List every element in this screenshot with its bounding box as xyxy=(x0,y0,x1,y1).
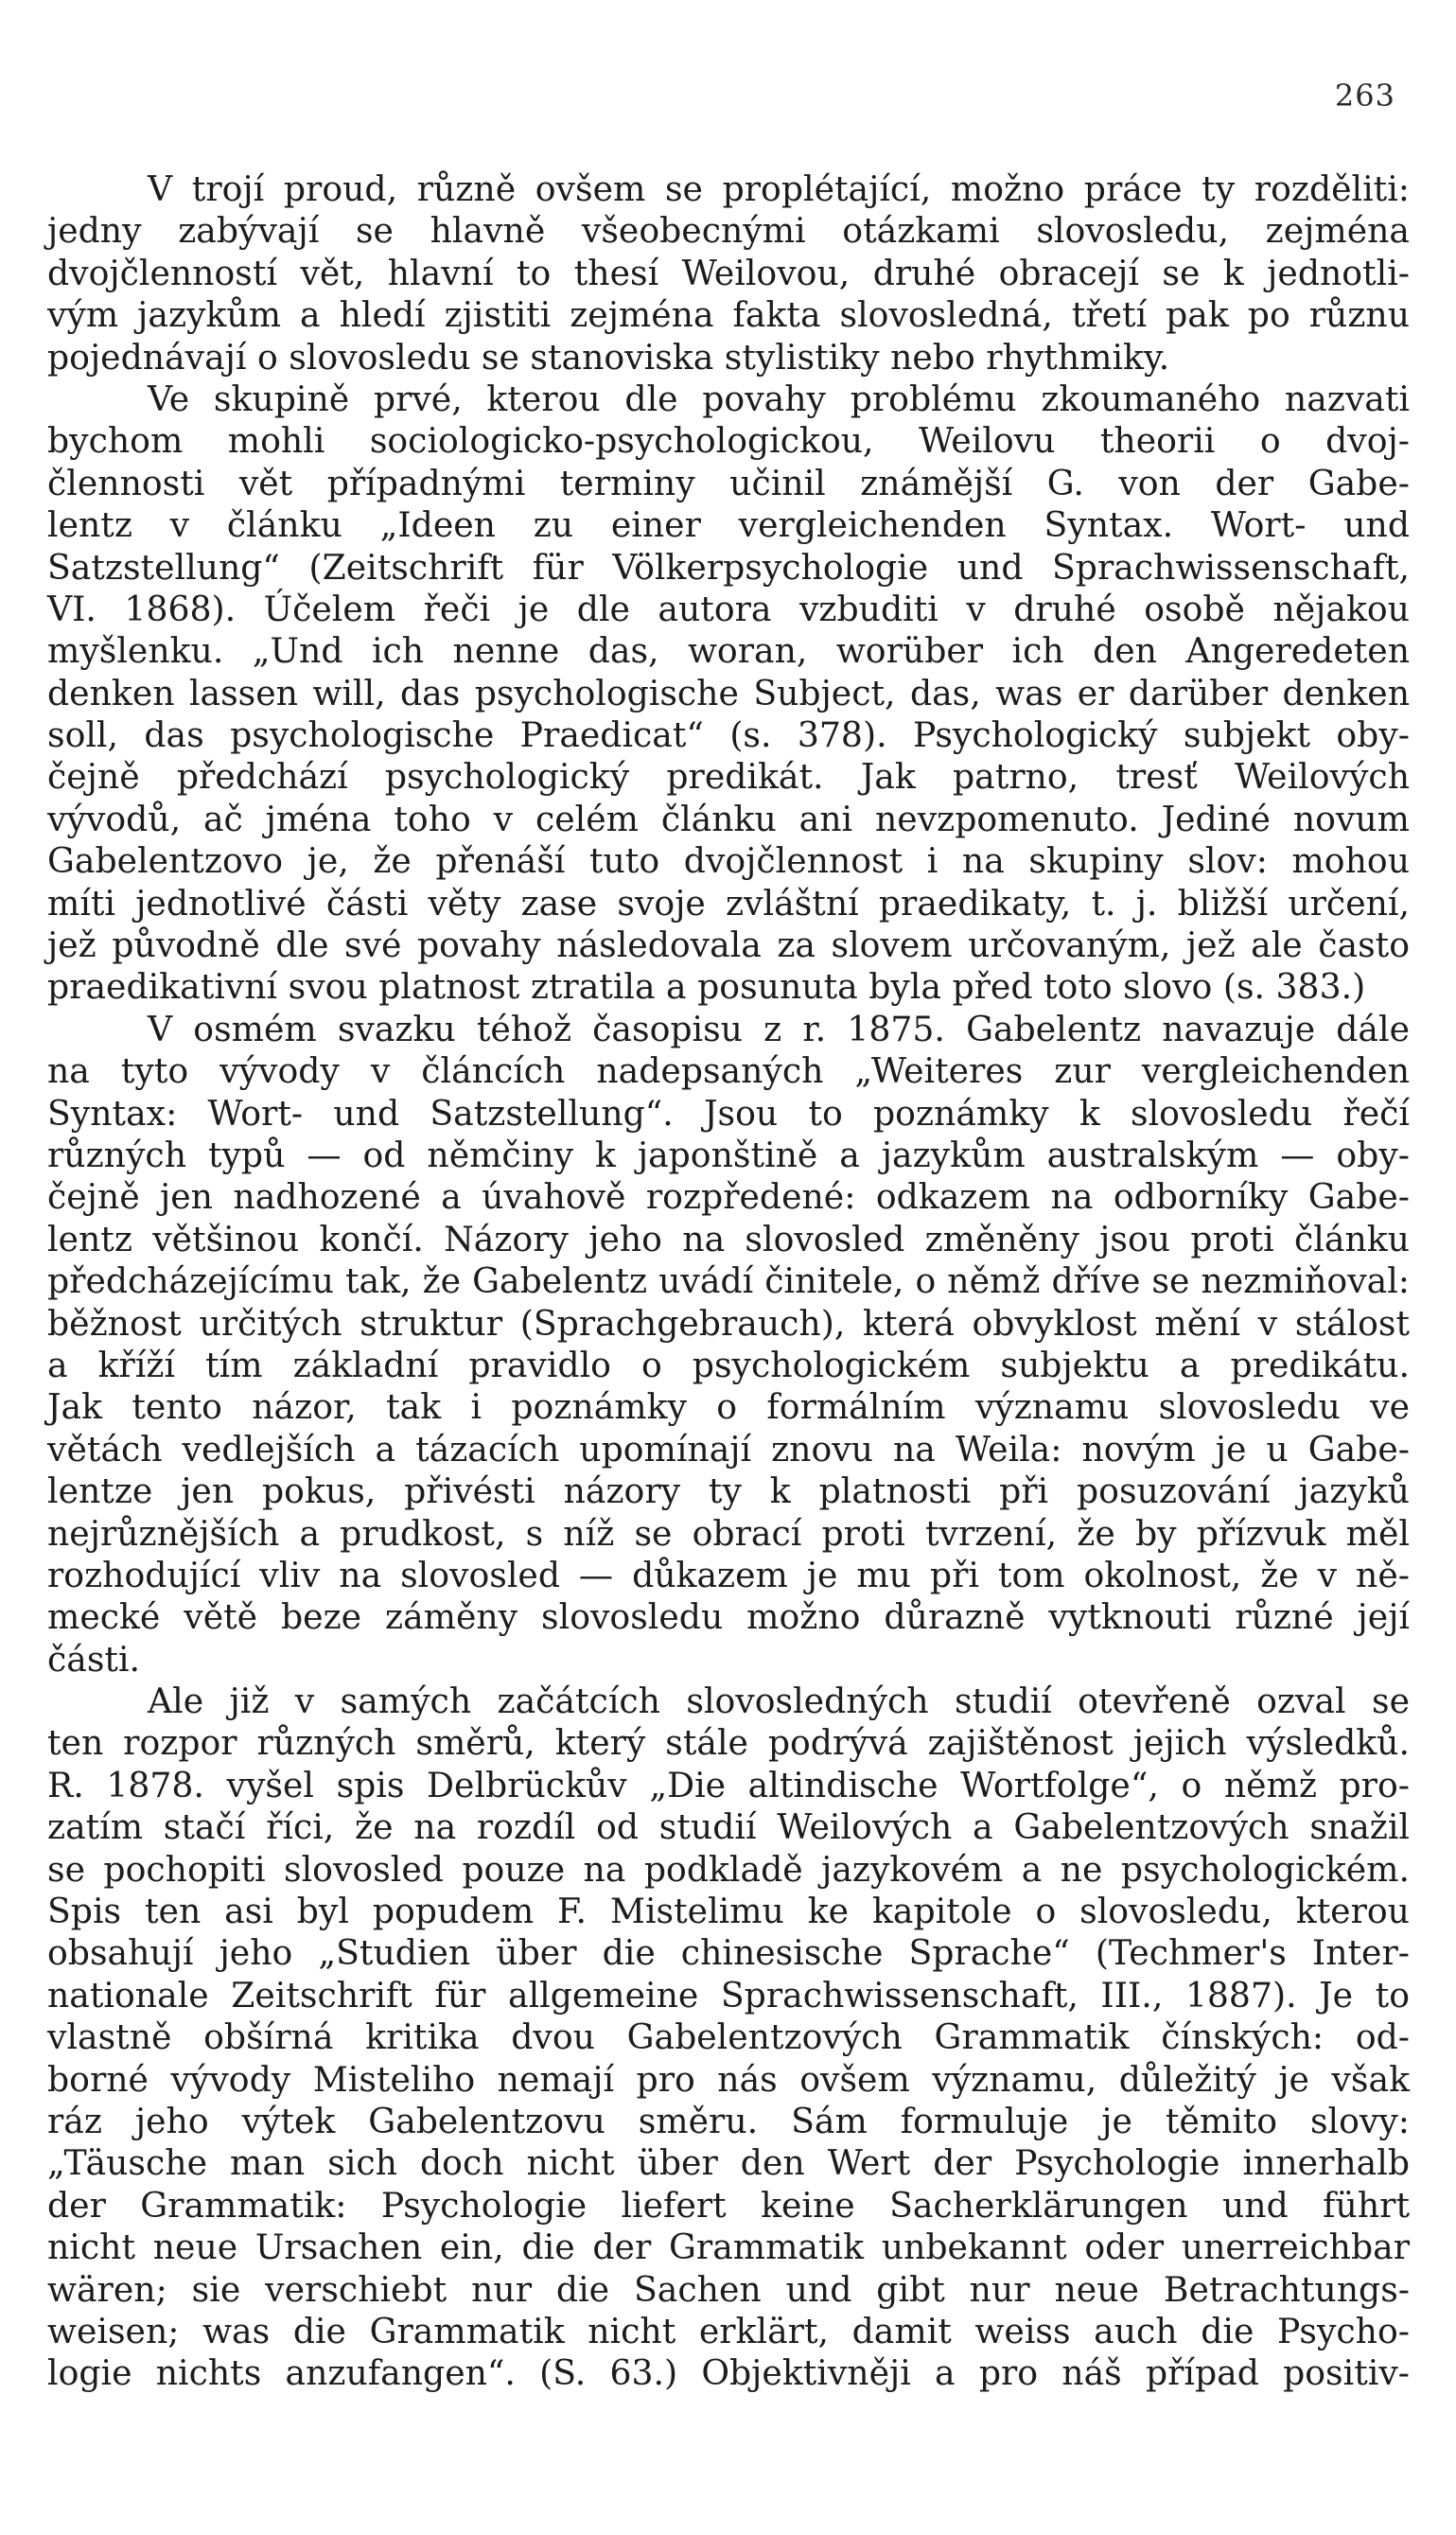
paragraph xyxy=(47,168,1410,378)
text-line: denken lassen will, das psychologische Subject, das, was er darüber denken xyxy=(47,672,1410,713)
text-line: bychom mohli sociologicko-psychologickou, Weilovu theorii o dvoj- xyxy=(47,420,1410,462)
paragraph xyxy=(47,378,1410,1009)
body-text xyxy=(47,168,1410,2395)
text-line: mecké větě beze záměny slovosledu možno důrazně vytknouti různé její xyxy=(47,1596,1410,1638)
text-line: Spis ten asi byl popudem F. Mistelimu ke kapitole o slovosledu, kterou xyxy=(47,1891,1410,1932)
text-line: ten rozpor různých směrů, který stále podrývá zajištěnost jejich výsledků. xyxy=(47,1722,1410,1764)
text-line: Ale již v samých začátcích slovosledných studií otevřeně ozval se xyxy=(148,1681,1410,1722)
text-line: pojednávají o slovosledu se stanoviska stylistiky nebo rhythmiky. xyxy=(47,336,1170,378)
text-line: běžnost určitých struktur (Sprachgebrauch), která obvyklost mění v stálost xyxy=(47,1302,1410,1344)
text-line: nationale Zeitschrift für allgemeine Sprachwissenschaft, III., 1887). Je to xyxy=(47,1974,1410,2016)
text-line: vým jazykům a hledí zjistiti zejména fakta slovosledná, třetí pak po různu xyxy=(47,294,1410,336)
text-line: obsahují jeho „Studien über die chinesische Sprache“ (Techmer's Inter- xyxy=(47,1932,1410,1974)
text-line: zatím stačí říci, že na rozdíl od studií Weilových a Gabelentzových snažil xyxy=(47,1806,1410,1848)
text-line: míti jednotlivé části věty zase svoje zvláštní praedikaty, t. j. bližší určení, xyxy=(47,882,1410,924)
text-line: na tyto vývody v článcích nadepsaných „Weiteres zur vergleichenden xyxy=(47,1050,1410,1092)
paragraph xyxy=(47,1009,1410,1681)
text-line: soll, das psychologische Praedicat“ (s. 378). Psychologický subjekt oby- xyxy=(47,714,1410,756)
text-line: VI. 1868). Účelem řeči je dle autora vzbuditi v druhé osobě nějakou xyxy=(47,588,1410,629)
text-line: nejrůznějších a prudkost, s níž se obrací proti tvrzení, že by přízvuk měl xyxy=(47,1512,1410,1554)
text-line: vývodů, ač jména toho v celém článku ani nevzpomenuto. Jediné novum xyxy=(47,798,1410,839)
text-line: nicht neue Ursachen ein, die der Grammatik unbekannt oder unerreichbar xyxy=(47,2227,1410,2268)
text-line: rozhodující vliv na slovosled — důkazem je mu při tom okolnost, že v ně- xyxy=(47,1554,1410,1595)
text-line: dvojčlenností vět, hlavní to thesí Weilovou, druhé obracejí se k jednotli- xyxy=(47,252,1410,293)
text-line: se pochopiti slovosled pouze na podkladě jazykovém a ne psychologickém. xyxy=(47,1848,1410,1890)
page-number: 263 xyxy=(1334,78,1395,114)
text-line: jedny zabývají se hlavně všeobecnými otázkami slovosledu, zejména xyxy=(47,210,1410,252)
text-line: části. xyxy=(47,1638,141,1680)
text-line: praedikativní svou platnost ztratila a posunuta byla před toto slovo (s. 383.) xyxy=(47,966,1366,1008)
text-line: lentz v článku „Ideen zu einer vergleichenden Syntax. Wort- und xyxy=(47,504,1410,546)
text-line: předcházejícímu tak, že Gabelentz uvádí činitele, o němž dříve se nezmiňoval: xyxy=(47,1260,1410,1302)
text-line: čejně jen nadhozené a úvahově rozpředené: odkazem na odborníky Gabe- xyxy=(47,1176,1410,1218)
text-line: V osmém svazku téhož časopisu z r. 1875. Gabelentz navazuje dále xyxy=(148,1008,1410,1049)
text-line: člennosti vět případnými terminy učinil známější G. von der Gabe- xyxy=(47,462,1410,503)
text-line: Jak tento názor, tak i poznámky o formálním významu slovosledu ve xyxy=(47,1386,1410,1428)
text-line: čejně předchází psychologický predikát. Jak patrno, tresť Weilových xyxy=(47,756,1410,798)
text-line: V trojí proud, různě ovšem se proplétající, možno práce ty rozděliti: xyxy=(148,168,1410,209)
text-line: větách vedlejších a tázacích upomínají znovu na Weila: novým je u Gabe- xyxy=(47,1428,1410,1470)
text-line: der Grammatik: Psychologie liefert keine Sacherklärungen und führt xyxy=(47,2184,1410,2226)
paragraph xyxy=(47,1681,1410,2395)
text-line: vlastně obšírná kritika dvou Gabelentzových Grammatik čínských: od- xyxy=(47,2016,1410,2058)
text-line: ráz jeho výtek Gabelentzovu směru. Sám formuluje je těmito slovy: xyxy=(47,2100,1410,2141)
text-line: lentz většinou končí. Názory jeho na slovosled změněny jsou proti článku xyxy=(47,1218,1410,1259)
text-line: „Täusche man sich doch nicht über den Wert der Psychologie innerhalb xyxy=(47,2142,1410,2184)
text-line: jež původně dle své povahy následovala za slovem určovaným, jež ale často xyxy=(47,924,1410,966)
text-line: Syntax: Wort- und Satzstellung“. Jsou to poznámky k slovosledu řečí xyxy=(47,1092,1410,1134)
text-line: myšlenku. „Und ich nenne das, woran, worüber ich den Angeredeten xyxy=(47,630,1410,672)
text-line: Ve skupině prvé, kterou dle povahy problému zkoumaného nazvati xyxy=(148,378,1410,419)
text-line: Gabelentzovo je, že přenáší tuto dvojčlennost i na skupiny slov: mohou xyxy=(47,840,1410,882)
text-line: borné vývody Misteliho nemají pro nás ovšem významu, důležitý je však xyxy=(47,2058,1410,2100)
text-line: weisen; was die Grammatik nicht erklärt, damit weiss auch die Psycho- xyxy=(47,2310,1410,2351)
text-line: lentze jen pokus, přivésti názory ty k platnosti při posuzování jazyků xyxy=(47,1470,1410,1512)
text-line: R. 1878. vyšel spis Delbrückův „Die altindische Wortfolge“, o němž pro- xyxy=(47,1764,1410,1805)
text-line: a kříží tím základní pravidlo o psychologickém subjektu a predikátu. xyxy=(47,1344,1410,1385)
text-line: různých typů — od němčiny k japonštině a jazykům australským — oby- xyxy=(47,1134,1410,1175)
text-line: logie nichts anzufangen“. (S. 63.) Objektivněji a pro náš případ positiv- xyxy=(47,2352,1410,2394)
text-line: Satzstellung“ (Zeitschrift für Völkerpsychologie und Sprachwissenschaft, xyxy=(47,546,1410,588)
text-line: wären; sie verschiebt nur die Sachen und gibt nur neue Betrachtungs- xyxy=(47,2268,1410,2310)
